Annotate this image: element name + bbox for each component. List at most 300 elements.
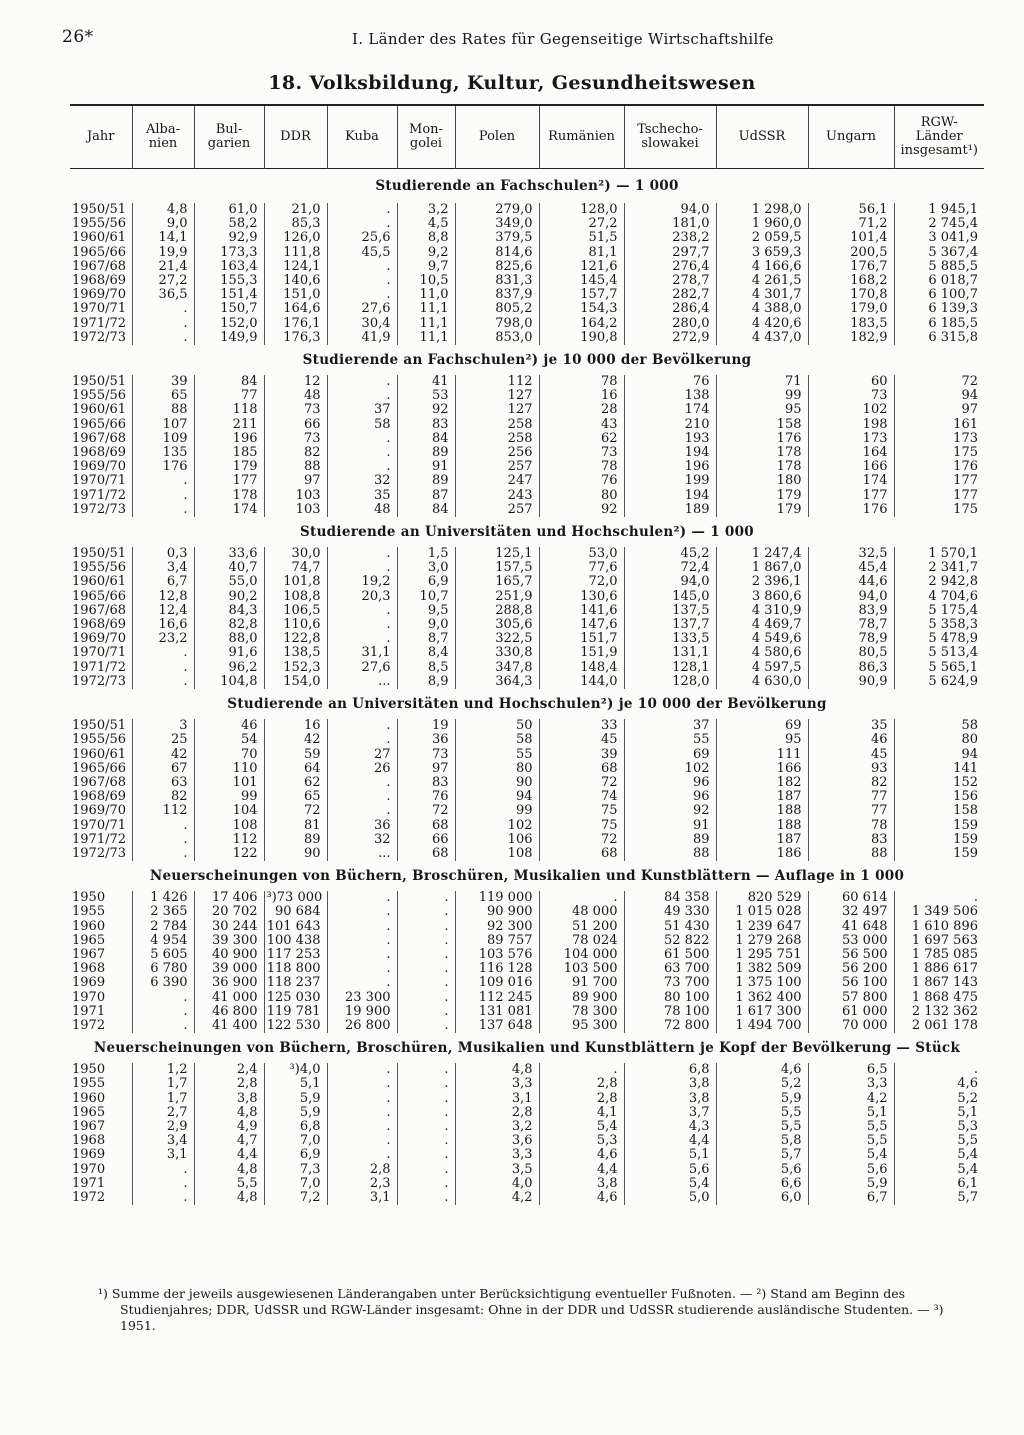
value-cell: 101 643 (264, 920, 327, 934)
value-cell: . (327, 604, 397, 618)
value-cell: 5,5 (894, 1134, 984, 1148)
value-cell: 5,5 (716, 1120, 808, 1134)
value-cell: 6 390 (132, 976, 194, 990)
year-cell: 1971 (72, 1003, 106, 1019)
year-cell: 1955/56 (72, 732, 127, 748)
value-cell: 61,0 (194, 203, 264, 217)
value-cell: 176,7 (808, 260, 894, 274)
value-cell: 88 (264, 460, 327, 474)
value-cell: 88 (624, 847, 716, 861)
value-cell: 94,0 (808, 590, 894, 604)
value-cell: 94 (455, 790, 539, 804)
value-cell: 247 (455, 474, 539, 488)
value-cell: 1 349 506 (894, 905, 984, 919)
value-cell: . (327, 719, 397, 733)
value-cell: 164,2 (539, 317, 624, 331)
value-cell: 278,7 (624, 274, 716, 288)
value-cell: 4 954 (132, 934, 194, 948)
value-cell: 72 (894, 375, 984, 389)
year-cell: 1971/72 (72, 659, 127, 675)
value-cell: 5,4 (539, 1120, 624, 1134)
value-cell: . (327, 1077, 397, 1091)
value-cell: 106 (455, 833, 539, 847)
value-cell: 97 (264, 474, 327, 488)
value-cell: 5,4 (808, 1148, 894, 1162)
year-cell: 1960 (72, 918, 106, 934)
value-cell: 35 (808, 719, 894, 733)
value-cell: 80 (539, 489, 624, 503)
value-cell: 89 (397, 446, 455, 460)
table-row (70, 260, 984, 274)
value-cell: 182,9 (808, 331, 894, 345)
value-cell: 3,0 (397, 561, 455, 575)
value-cell: 0,3 (132, 547, 194, 561)
value-cell: 3,2 (455, 1120, 539, 1134)
value-cell: 305,6 (455, 618, 539, 632)
value-cell: 111 (716, 748, 808, 762)
value-cell: 32 (327, 474, 397, 488)
value-cell: 5,6 (808, 1163, 894, 1177)
value-cell: 16,6 (132, 618, 194, 632)
value-cell: 110 (194, 762, 264, 776)
value-cell: 51 200 (539, 920, 624, 934)
value-cell: 200,5 (808, 246, 894, 260)
value-cell: . (327, 217, 397, 231)
value-cell: 2 942,8 (894, 575, 984, 589)
value-cell: . (132, 661, 194, 675)
table-row (70, 575, 984, 589)
year-cell: 1968 (72, 961, 106, 977)
value-cell: 6 018,7 (894, 274, 984, 288)
value-cell: . (132, 847, 194, 861)
table-row (70, 489, 984, 503)
table-row (70, 1092, 984, 1106)
value-cell: ... (327, 675, 397, 689)
value-cell: 99 (455, 804, 539, 818)
value-cell: 41 000 (194, 991, 264, 1005)
table-row (70, 962, 984, 976)
value-cell: 6 185,5 (894, 317, 984, 331)
value-cell: 6,7 (808, 1191, 894, 1205)
section-title: Studierende an Universitäten und Hochschulen²) je 10 000 der Bevölkerung (227, 695, 827, 712)
value-cell: 5,7 (894, 1191, 984, 1205)
value-cell: 177 (894, 489, 984, 503)
value-cell: 92,9 (194, 231, 264, 245)
value-cell: 165,7 (455, 575, 539, 589)
value-cell: 1 239 647 (716, 920, 808, 934)
table-row (70, 920, 984, 934)
value-cell: 83,9 (808, 604, 894, 618)
value-cell: 56 100 (808, 976, 894, 990)
table-row (70, 1191, 984, 1205)
table-row (70, 976, 984, 990)
value-cell: 64 (264, 762, 327, 776)
value-cell: 71 (716, 375, 808, 389)
value-cell: 30,4 (327, 317, 397, 331)
value-cell: 82 (808, 776, 894, 790)
value-cell: 33,6 (194, 547, 264, 561)
table-row (70, 1148, 984, 1162)
value-cell: 141 (894, 762, 984, 776)
value-cell: 82,8 (194, 618, 264, 632)
table-row (70, 331, 984, 345)
value-cell: 73 (539, 446, 624, 460)
value-cell: . (397, 934, 455, 948)
table-row (70, 618, 984, 632)
value-cell: 2,8 (455, 1106, 539, 1120)
value-cell: 175 (894, 503, 984, 517)
value-cell: . (894, 1063, 984, 1077)
value-cell: . (132, 1177, 194, 1191)
value-cell: 101 (194, 776, 264, 790)
value-cell: 280,0 (624, 317, 716, 331)
year-cell: 1955/56 (72, 560, 127, 576)
value-cell: 178 (716, 446, 808, 460)
value-cell: 174 (624, 403, 716, 417)
value-cell: 82 (264, 446, 327, 460)
value-cell: 112 245 (455, 991, 539, 1005)
column-header: Tschecho- slowakei (624, 105, 716, 169)
value-cell: 5,3 (894, 1120, 984, 1134)
value-cell: 5,6 (624, 1163, 716, 1177)
value-cell: 12,8 (132, 590, 194, 604)
value-cell: 56,1 (808, 203, 894, 217)
value-cell: 97 (894, 403, 984, 417)
value-cell: . (327, 920, 397, 934)
value-cell: . (397, 1134, 455, 1148)
value-cell: 141,6 (539, 604, 624, 618)
value-cell: 73 700 (624, 976, 716, 990)
value-cell: 89 757 (455, 934, 539, 948)
value-cell: 154,3 (539, 302, 624, 316)
table-row (70, 804, 984, 818)
value-cell: 7,0 (264, 1177, 327, 1191)
value-cell: 100 438 (264, 934, 327, 948)
value-cell: 4 437,0 (716, 331, 808, 345)
value-cell: 5,6 (716, 1163, 808, 1177)
table-row (70, 432, 984, 446)
year-cell: 1970/71 (72, 301, 127, 317)
value-cell: . (397, 962, 455, 976)
column-header: Bul- garien (194, 105, 264, 169)
value-cell: 68 (397, 847, 455, 861)
value-cell: . (327, 547, 397, 561)
value-cell: 2 059,5 (716, 231, 808, 245)
value-cell: 78 300 (539, 1005, 624, 1019)
section-row (70, 689, 984, 719)
value-cell: 5 358,3 (894, 618, 984, 632)
value-cell: 2 132 362 (894, 1005, 984, 1019)
value-cell: 174 (194, 503, 264, 517)
table-row (70, 604, 984, 618)
value-cell: 166 (808, 460, 894, 474)
value-cell: 3,6 (455, 1134, 539, 1148)
value-cell: 35 (327, 489, 397, 503)
year-cell: 1965 (72, 932, 106, 948)
table-row (70, 632, 984, 646)
value-cell: 78 (808, 819, 894, 833)
value-cell: 158 (716, 418, 808, 432)
year-cell: 1971 (72, 1175, 106, 1191)
value-cell: 72 (397, 804, 455, 818)
value-cell: 161 (894, 418, 984, 432)
value-cell: 84 (397, 432, 455, 446)
value-cell: 2,8 (194, 1077, 264, 1091)
value-cell: 4 261,5 (716, 274, 808, 288)
value-cell: . (397, 1163, 455, 1177)
value-cell: 89 (397, 474, 455, 488)
table-row (70, 819, 984, 833)
value-cell: 188 (716, 804, 808, 818)
value-cell: 831,3 (455, 274, 539, 288)
value-cell: 39 (132, 375, 194, 389)
value-cell: 3,5 (455, 1163, 539, 1177)
table-row (70, 317, 984, 331)
value-cell: 52 822 (624, 934, 716, 948)
value-cell: 131 081 (455, 1005, 539, 1019)
value-cell: . (132, 1005, 194, 1019)
table-row (70, 503, 984, 517)
value-cell: 16 (539, 389, 624, 403)
value-cell: . (327, 389, 397, 403)
value-cell: . (397, 920, 455, 934)
value-cell: 6,6 (716, 1177, 808, 1191)
value-cell: 4,4 (194, 1148, 264, 1162)
value-cell: 183,5 (808, 317, 894, 331)
value-cell: 151,0 (264, 288, 327, 302)
value-cell: 181,0 (624, 217, 716, 231)
table-row (70, 547, 984, 561)
value-cell: 72 (539, 776, 624, 790)
value-cell: 23 300 (327, 991, 397, 1005)
value-cell: 3,8 (624, 1077, 716, 1091)
value-cell: 25,6 (327, 231, 397, 245)
value-cell: . (397, 948, 455, 962)
value-cell: 5,8 (716, 1134, 808, 1148)
value-cell: 137 648 (455, 1019, 539, 1033)
value-cell: 124,1 (264, 260, 327, 274)
section-title: Studierende an Universitäten und Hochschulen²) — 1 000 (299, 523, 754, 540)
year-cell: 1955 (72, 904, 106, 920)
table-row (70, 1077, 984, 1091)
value-cell: 176 (894, 460, 984, 474)
value-cell: 152 (894, 776, 984, 790)
year-cell: 1972/73 (72, 673, 127, 689)
value-cell: 4 310,9 (716, 604, 808, 618)
table-row (70, 231, 984, 245)
value-cell: . (397, 1077, 455, 1091)
value-cell: . (132, 302, 194, 316)
value-cell: 257 (455, 503, 539, 517)
running-head: I. Länder des Rates für Gegenseitige Wirtschaftshilfe (352, 30, 774, 48)
value-cell: 45 (808, 748, 894, 762)
value-cell: . (132, 819, 194, 833)
value-cell: 37 (327, 403, 397, 417)
value-cell: 6,0 (716, 1191, 808, 1205)
value-cell: 91 700 (539, 976, 624, 990)
value-cell: 102 (808, 403, 894, 417)
value-cell: 9,5 (397, 604, 455, 618)
year-cell: 1968/69 (72, 789, 127, 805)
value-cell: 125,1 (455, 547, 539, 561)
value-cell: 48 000 (539, 905, 624, 919)
value-cell: 145,4 (539, 274, 624, 288)
value-cell: 94,0 (624, 203, 716, 217)
value-cell: 103 (264, 503, 327, 517)
value-cell: 41 400 (194, 1019, 264, 1033)
value-cell: 379,5 (455, 231, 539, 245)
year-cell: 1968/69 (72, 273, 127, 289)
value-cell: 55 (624, 733, 716, 747)
value-cell: 93 (808, 762, 894, 776)
value-cell: 119 781 (264, 1005, 327, 1019)
footnotes (98, 1286, 978, 1334)
value-cell: 106,5 (264, 604, 327, 618)
section-row (70, 1033, 984, 1063)
value-cell: 2 341,7 (894, 561, 984, 575)
value-cell: 256 (455, 446, 539, 460)
value-cell: 103 500 (539, 962, 624, 976)
value-cell: 825,6 (455, 260, 539, 274)
value-cell: 81,1 (539, 246, 624, 260)
value-cell: 8,8 (397, 231, 455, 245)
value-cell: 837,9 (455, 288, 539, 302)
value-cell: . (327, 905, 397, 919)
value-cell: 83 (397, 418, 455, 432)
value-cell: 3,1 (327, 1191, 397, 1205)
table-row (70, 389, 984, 403)
value-cell: 95 (716, 733, 808, 747)
value-cell: 41 (397, 375, 455, 389)
value-cell: 188 (716, 819, 808, 833)
value-cell: 19 900 (327, 1005, 397, 1019)
value-cell: 5,0 (624, 1191, 716, 1205)
value-cell: 16 (264, 719, 327, 733)
value-cell: . (327, 561, 397, 575)
value-cell: 71,2 (808, 217, 894, 231)
value-cell: 7,2 (264, 1191, 327, 1205)
value-cell: 77 (808, 790, 894, 804)
value-cell: . (327, 618, 397, 632)
year-cell: 1972/73 (72, 501, 127, 517)
year-cell: 1969/70 (72, 459, 127, 475)
value-cell: 69 (624, 748, 716, 762)
table-row (70, 847, 984, 861)
value-cell: 112 (455, 375, 539, 389)
value-cell: 19 (397, 719, 455, 733)
value-cell: 4 388,0 (716, 302, 808, 316)
value-cell: 59 (264, 748, 327, 762)
value-cell: . (132, 489, 194, 503)
value-cell: . (327, 790, 397, 804)
table-row (70, 418, 984, 432)
value-cell: 80 (455, 762, 539, 776)
value-cell: . (327, 446, 397, 460)
value-cell: 36,5 (132, 288, 194, 302)
value-cell: 74 (539, 790, 624, 804)
value-cell: 53,0 (539, 547, 624, 561)
value-cell: 31,1 (327, 646, 397, 660)
value-cell: 127 (455, 403, 539, 417)
value-cell: 7,3 (264, 1163, 327, 1177)
value-cell: 151,7 (539, 632, 624, 646)
value-cell: 164 (808, 446, 894, 460)
value-cell: 11,1 (397, 302, 455, 316)
value-cell: 58,2 (194, 217, 264, 231)
year-cell: 1950 (72, 890, 106, 906)
value-cell: 1,5 (397, 547, 455, 561)
value-cell: . (327, 1063, 397, 1077)
value-cell: 25 (132, 733, 194, 747)
value-cell: 3,4 (132, 1134, 194, 1148)
value-cell: 23,2 (132, 632, 194, 646)
value-cell: . (327, 804, 397, 818)
value-cell: 130,6 (539, 590, 624, 604)
year-cell: 1950/51 (72, 374, 127, 390)
value-cell: 7,0 (264, 1134, 327, 1148)
value-cell: 40 900 (194, 948, 264, 962)
value-cell: 282,7 (624, 288, 716, 302)
footnote-text: ¹) Summe der jeweils ausgewiesenen Länderangaben unter Berücksichtigung eventueller Fußnoten. — ²) Stand am Beginn des Studienjahres; DDR, UdSSR und RGW-Länder insgesamt: Ohne in der DDR und UdSSR studierende ausländische Studenten. — ³) 1951. (98, 1286, 944, 1333)
value-cell: 179 (194, 460, 264, 474)
value-cell: 117 253 (264, 948, 327, 962)
value-cell: 8,7 (397, 632, 455, 646)
value-cell: 3,8 (194, 1092, 264, 1106)
value-cell: 27 (327, 748, 397, 762)
value-cell: 45,4 (808, 561, 894, 575)
value-cell: 257 (455, 460, 539, 474)
value-cell: 5,5 (716, 1106, 808, 1120)
value-cell: . (327, 1092, 397, 1106)
value-cell: 39 000 (194, 962, 264, 976)
value-cell: 89 900 (539, 991, 624, 1005)
value-cell: 1 610 896 (894, 920, 984, 934)
value-cell: 84,3 (194, 604, 264, 618)
value-cell: 179,0 (808, 302, 894, 316)
value-cell: 6,1 (894, 1177, 984, 1191)
value-cell: 12 (264, 375, 327, 389)
value-cell: 4,0 (455, 1177, 539, 1191)
value-cell: 86,3 (808, 661, 894, 675)
value-cell: 137,7 (624, 618, 716, 632)
value-cell: 853,0 (455, 331, 539, 345)
table-row (70, 719, 984, 733)
value-cell: 75 (539, 819, 624, 833)
value-cell: 36 900 (194, 976, 264, 990)
table-row (70, 460, 984, 474)
year-cell: 1972/73 (72, 845, 127, 861)
year-cell: 1970 (72, 1161, 106, 1177)
value-cell: 42 (264, 733, 327, 747)
value-cell: 243 (455, 489, 539, 503)
value-cell: 159 (894, 847, 984, 861)
value-cell: 73 (397, 748, 455, 762)
year-cell: 1968 (72, 1133, 106, 1149)
value-cell: 94 (894, 389, 984, 403)
value-cell: 5,2 (894, 1092, 984, 1106)
column-header: UdSSR (716, 105, 808, 169)
value-cell: . (327, 976, 397, 990)
value-cell: 91 (397, 460, 455, 474)
value-cell: 73 (264, 432, 327, 446)
value-cell: 11,0 (397, 288, 455, 302)
value-cell: 152,0 (194, 317, 264, 331)
value-cell: 10,5 (397, 274, 455, 288)
table-row (70, 762, 984, 776)
value-cell: 90 (264, 847, 327, 861)
value-cell: 4,9 (194, 1120, 264, 1134)
value-cell: 55 (455, 748, 539, 762)
